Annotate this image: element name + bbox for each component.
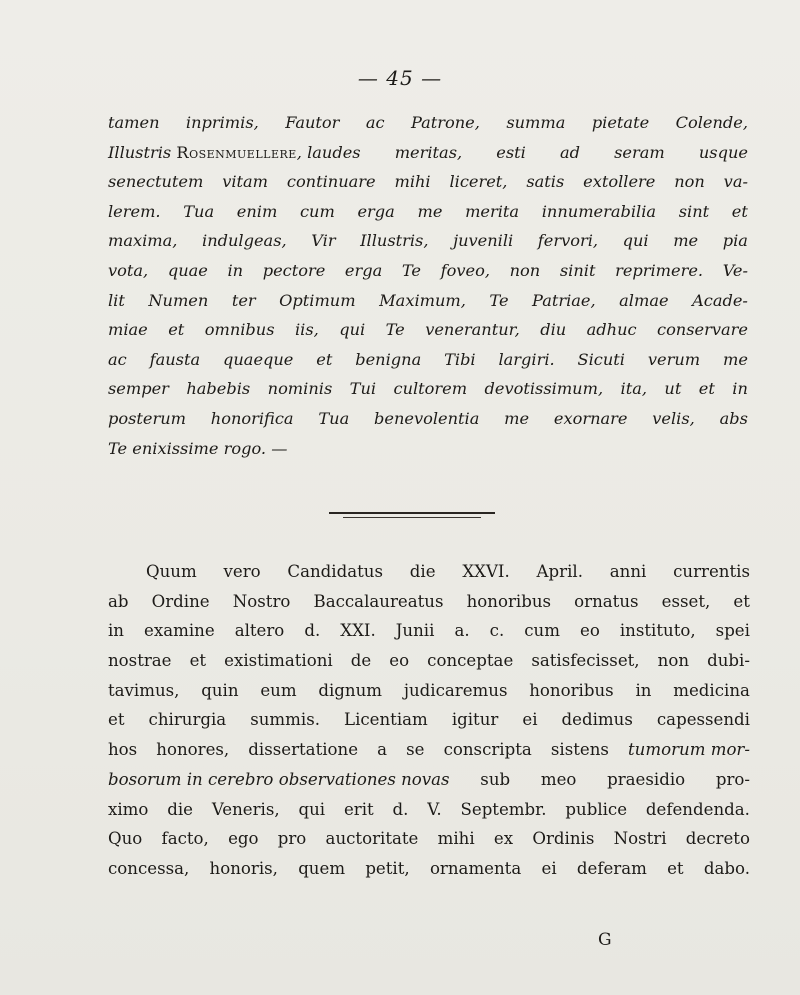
text-line bbox=[108, 765, 750, 795]
word: instituto, bbox=[619, 621, 696, 641]
word: sinit bbox=[559, 260, 596, 280]
section-divider bbox=[329, 512, 495, 514]
word: currentis bbox=[673, 562, 750, 581]
word: benevolentia bbox=[374, 408, 480, 428]
word: XXVI. bbox=[462, 562, 510, 581]
word: vero bbox=[223, 562, 261, 581]
word: Illustris, bbox=[360, 231, 429, 251]
word: ornamenta bbox=[429, 858, 522, 878]
word: venerantur, bbox=[425, 320, 520, 340]
word: judicaremus bbox=[403, 680, 508, 700]
text-line bbox=[108, 226, 748, 256]
word: XXI. bbox=[340, 621, 376, 641]
word: Quo bbox=[108, 829, 143, 849]
word: ei bbox=[522, 710, 538, 730]
word: meo bbox=[540, 769, 577, 789]
word: indulgeas, bbox=[202, 231, 287, 251]
word: chirurgia bbox=[148, 710, 227, 730]
word: diu bbox=[540, 320, 567, 340]
word: me bbox=[673, 231, 699, 251]
word: Licentiam bbox=[344, 710, 428, 730]
word: Tui bbox=[349, 379, 377, 399]
word: et bbox=[108, 710, 125, 730]
word: dabo. bbox=[703, 858, 750, 878]
word: va- bbox=[723, 172, 748, 192]
word: capessendi bbox=[656, 710, 750, 730]
word: honores, bbox=[156, 740, 230, 760]
word: erit bbox=[343, 799, 374, 819]
word: fausta bbox=[149, 349, 201, 369]
word: Nostri bbox=[613, 829, 667, 849]
word: honorifica bbox=[210, 408, 294, 428]
word: meritas, bbox=[394, 142, 463, 162]
word: dissertatione bbox=[248, 740, 359, 760]
word: ego bbox=[228, 829, 259, 849]
word: miae bbox=[108, 320, 148, 340]
word: velis, bbox=[652, 408, 695, 428]
word: largiri. bbox=[498, 349, 555, 369]
word: ximo bbox=[108, 799, 149, 819]
word: sistens bbox=[550, 740, 609, 760]
word: Ordine bbox=[151, 591, 210, 611]
text-line bbox=[108, 434, 748, 464]
word: Fautor bbox=[285, 113, 340, 132]
word: erga bbox=[344, 260, 383, 280]
word: lit bbox=[108, 290, 125, 310]
text-line bbox=[108, 138, 748, 168]
word: Tua bbox=[318, 408, 350, 428]
word: summa bbox=[506, 113, 566, 132]
word: senectutem bbox=[108, 172, 204, 192]
text-line bbox=[108, 286, 748, 316]
word: ut bbox=[664, 379, 682, 399]
word: enim bbox=[236, 201, 278, 221]
word: c. bbox=[489, 621, 505, 641]
word: posterum bbox=[108, 408, 187, 428]
word: quaeque bbox=[223, 349, 294, 369]
word: quem bbox=[298, 858, 346, 878]
text-line bbox=[108, 256, 748, 286]
text-line bbox=[108, 795, 750, 825]
word: hos bbox=[108, 740, 138, 760]
word: Tibi bbox=[444, 349, 476, 369]
word: nostrae bbox=[108, 651, 172, 671]
word: pro- bbox=[715, 769, 750, 789]
text-line bbox=[108, 854, 750, 884]
word: semper bbox=[108, 379, 169, 399]
word: in bbox=[227, 260, 244, 280]
word: fervori, bbox=[537, 231, 599, 251]
word: satisfecisset, bbox=[531, 651, 640, 671]
text-line bbox=[108, 557, 750, 587]
word: Numen bbox=[148, 290, 209, 310]
word: mihi bbox=[394, 172, 431, 192]
word: Sicuti bbox=[577, 349, 625, 369]
word: esti bbox=[496, 142, 526, 162]
word: in bbox=[635, 680, 652, 700]
word: Maximum, bbox=[379, 290, 466, 310]
word: pietate bbox=[591, 113, 650, 132]
text-line bbox=[108, 167, 748, 197]
word: pia bbox=[722, 231, 748, 251]
word: a bbox=[377, 740, 388, 760]
word: a. bbox=[454, 621, 470, 641]
word: Optimum bbox=[279, 290, 356, 310]
word: anni bbox=[609, 562, 647, 581]
word: non bbox=[509, 260, 541, 280]
word: foveo, bbox=[440, 260, 490, 280]
word: Septembr. bbox=[460, 799, 547, 819]
word: me bbox=[417, 201, 443, 221]
word: dedimus bbox=[561, 710, 633, 730]
word: Veneris, bbox=[211, 799, 280, 819]
word: eo bbox=[389, 651, 410, 671]
word: conscripta bbox=[443, 740, 532, 760]
word: Colende, bbox=[675, 113, 748, 132]
word: devotissimum, bbox=[484, 379, 604, 399]
word: qui bbox=[298, 799, 326, 819]
word: deferam bbox=[576, 858, 647, 878]
word: pro bbox=[277, 829, 307, 849]
word: sub bbox=[480, 769, 511, 789]
word: Vir bbox=[311, 231, 336, 251]
word: existimationi bbox=[224, 651, 333, 671]
word: April. bbox=[536, 562, 583, 581]
text-line bbox=[108, 345, 748, 375]
closing-phrase: Te enixissime rogo. — bbox=[108, 438, 288, 458]
word: tamen bbox=[108, 113, 160, 132]
word: vota, bbox=[108, 260, 149, 280]
dedication-paragraph bbox=[108, 108, 748, 463]
word: Nostro bbox=[232, 591, 291, 611]
word: cum bbox=[524, 621, 560, 641]
word: quae bbox=[167, 260, 208, 280]
word: Te bbox=[489, 290, 509, 310]
word: abs bbox=[719, 408, 748, 428]
word: et bbox=[667, 858, 684, 878]
word: Patrone, bbox=[410, 113, 480, 132]
word: Ordinis bbox=[532, 829, 595, 849]
word: et bbox=[189, 651, 207, 671]
text-line bbox=[108, 587, 750, 617]
word: inprimis, bbox=[185, 113, 259, 132]
word: publice bbox=[565, 799, 628, 819]
word: dignum bbox=[318, 680, 383, 700]
text-line bbox=[108, 197, 748, 227]
word: Illustris Rosenmuellere, laudes bbox=[108, 142, 361, 162]
word: in bbox=[108, 621, 124, 641]
text-line bbox=[108, 705, 750, 735]
word: medicina bbox=[673, 680, 750, 700]
decree-paragraph bbox=[108, 557, 750, 884]
word: ei bbox=[541, 858, 557, 878]
text-line bbox=[108, 735, 750, 765]
word: de bbox=[350, 651, 372, 671]
word: lerem. bbox=[108, 201, 161, 221]
word: mihi bbox=[437, 829, 475, 849]
word: ad bbox=[559, 142, 580, 162]
word: et bbox=[168, 320, 185, 340]
word: qui bbox=[339, 320, 366, 340]
word: petit, bbox=[365, 858, 410, 878]
word: exornare bbox=[553, 408, 628, 428]
section-divider-thin bbox=[343, 517, 481, 518]
text-line bbox=[108, 616, 750, 646]
word: innumerabilia bbox=[541, 201, 657, 221]
word: ita, bbox=[620, 379, 647, 399]
word: et bbox=[698, 379, 715, 399]
text-line bbox=[108, 824, 750, 854]
word: non bbox=[657, 651, 690, 671]
word: eo bbox=[580, 621, 600, 641]
word: die bbox=[167, 799, 193, 819]
word: tavimus, bbox=[108, 680, 180, 700]
word: spei bbox=[715, 621, 750, 641]
signature-mark: G bbox=[598, 930, 612, 950]
word: auctoritate bbox=[325, 829, 419, 849]
word: decreto bbox=[685, 829, 750, 849]
word: ornatus bbox=[574, 591, 639, 611]
word: et bbox=[733, 591, 750, 611]
word: maxima, bbox=[108, 231, 178, 251]
text-line bbox=[108, 374, 748, 404]
word: altero bbox=[234, 621, 285, 641]
word: d. bbox=[304, 621, 321, 641]
dissertation-title-part: tumorum mor- bbox=[628, 740, 750, 760]
word: honoribus bbox=[466, 591, 552, 611]
dissertation-title-part: bosorum in cerebro observationes novas bbox=[108, 769, 450, 789]
word: continuare bbox=[286, 172, 376, 192]
text-line bbox=[108, 108, 748, 138]
word: ac bbox=[365, 113, 385, 132]
word: et bbox=[316, 349, 333, 369]
word: ex bbox=[493, 829, 514, 849]
word: Baccalaureatus bbox=[313, 591, 444, 611]
word: dubi- bbox=[707, 651, 750, 671]
word: Junii bbox=[395, 621, 435, 641]
word: Ve- bbox=[722, 260, 748, 280]
word: defendenda. bbox=[645, 799, 750, 819]
word: juvenili bbox=[453, 231, 514, 251]
word: quin bbox=[201, 680, 239, 700]
text-line bbox=[108, 646, 750, 676]
word: honoribus bbox=[529, 680, 614, 700]
word: seram bbox=[614, 142, 665, 162]
word: habebis bbox=[186, 379, 251, 399]
word: concessa, bbox=[108, 858, 190, 878]
word: d. bbox=[392, 799, 409, 819]
word: Quum bbox=[146, 562, 197, 581]
word: almae bbox=[619, 290, 669, 310]
word: verum bbox=[647, 349, 701, 369]
word: Tua bbox=[183, 201, 215, 221]
word: ac bbox=[108, 349, 127, 369]
word: ab bbox=[108, 591, 129, 611]
word: esset, bbox=[661, 591, 711, 611]
word: eum bbox=[260, 680, 297, 700]
word: qui bbox=[622, 231, 649, 251]
word: facto, bbox=[161, 829, 209, 849]
word: benigna bbox=[355, 349, 422, 369]
word: erga bbox=[357, 201, 395, 221]
word: pectore bbox=[262, 260, 326, 280]
word: die bbox=[409, 562, 436, 581]
word: adhuc bbox=[586, 320, 637, 340]
word: conceptae bbox=[427, 651, 514, 671]
word: Acade- bbox=[692, 290, 748, 310]
word: et bbox=[731, 201, 748, 221]
word: examine bbox=[144, 621, 215, 641]
text-line bbox=[108, 404, 748, 434]
word: V. bbox=[427, 799, 442, 819]
word: ter bbox=[231, 290, 256, 310]
text-line bbox=[108, 676, 750, 706]
word: extollere bbox=[583, 172, 656, 192]
word: reprimere. bbox=[615, 260, 704, 280]
word: Candidatus bbox=[287, 562, 383, 581]
word: iis, bbox=[294, 320, 319, 340]
word: nominis bbox=[267, 379, 333, 399]
word: in bbox=[732, 379, 748, 399]
word: liceret, bbox=[449, 172, 508, 192]
word: cultorem bbox=[393, 379, 468, 399]
word: Te bbox=[401, 260, 422, 280]
word: me bbox=[504, 408, 530, 428]
word: satis bbox=[526, 172, 565, 192]
word: cum bbox=[299, 201, 335, 221]
word: summis. bbox=[250, 710, 321, 730]
word: honoris, bbox=[209, 858, 278, 878]
word: conservare bbox=[657, 320, 748, 340]
word: se bbox=[406, 740, 425, 760]
word: non bbox=[674, 172, 705, 192]
word: merita bbox=[465, 201, 520, 221]
word: praesidio bbox=[607, 769, 686, 789]
word: igitur bbox=[451, 710, 499, 730]
text-line bbox=[108, 315, 748, 345]
word: vitam bbox=[222, 172, 269, 192]
word: Te bbox=[385, 320, 405, 340]
word: sint bbox=[678, 201, 710, 221]
page-number: — 45 — bbox=[357, 66, 443, 90]
word: me bbox=[722, 349, 748, 369]
word: usque bbox=[698, 142, 748, 162]
word: Patriae, bbox=[532, 290, 596, 310]
word: omnibus bbox=[204, 320, 275, 340]
